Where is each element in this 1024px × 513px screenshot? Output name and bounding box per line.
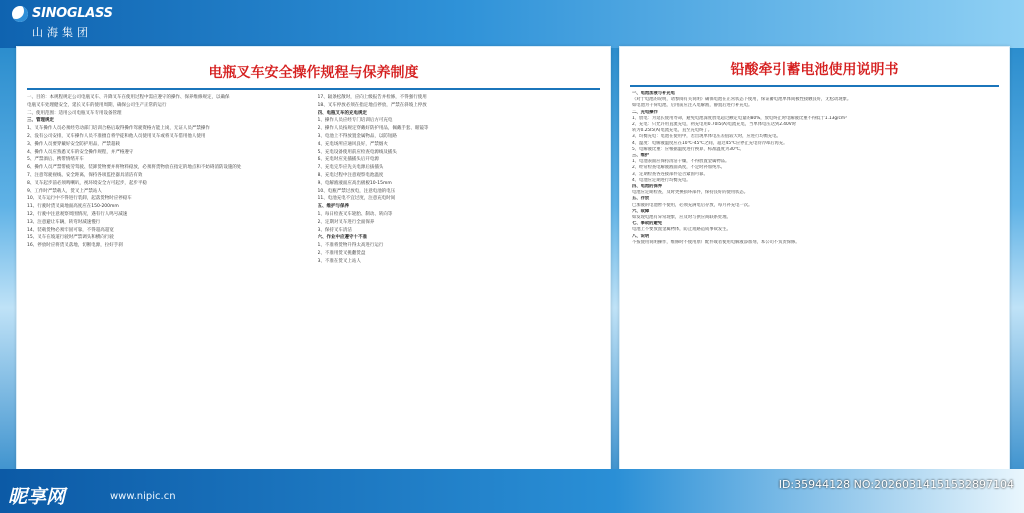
text-line: 10、叉车运行中不得进行装卸，起落货物时应停稳车 [27,196,132,202]
text-line: 2、定期对叉车进行全面保养 [317,219,375,225]
text-line: 3、均衡充电：电池在使用中，若出现单体电压差值较大时，应进行均衡充电。 [632,134,781,140]
left-column-2 [318,94,601,266]
text-line: 4、温度：电解液温度应在10℃-45℃之间，超过45℃应停止充电待冷却后再充。 [632,140,788,146]
text-line: 如电池为干荷电池，启用前应注入电解液，静置后进行补充电。 [632,103,753,109]
text-line: （对于电池的说明，请参阅有关说明）确保电池在正常状态下使用，保证蓄电池单体间极性接触良好，无松动现象。 [632,97,852,103]
section-heading: 八、说明 [632,233,650,239]
text-line: 一、目的：本规程规定公司电瓶叉车、升降叉车在使用过程中需应遵守的操作、保养维修规定，以确保 [27,95,230,100]
text-line: 16、停放时应将货叉落地，切断电源，拉好手刹 [27,243,123,249]
text-line: 2、充电：只允许用直流充电，初充电用0.70I5(A)电流充电，当单体电压达到2.40V时 [632,122,797,128]
section-heading: 四、电瓶叉车的充电规定 [317,110,367,116]
section-heading: 五、维护与保养 [317,204,349,210]
text-line: 二、使用范围：适用公司电瓶叉车专用设备管理 [27,110,122,116]
text-line: 2、没有公司安排，叉车操作人员不准擅自将学徒和他人员使用叉车或将叉车借用他人使用 [27,133,206,139]
text-line: 12、行驶中注意观察周围情况，遇有行人鸣号减速 [27,211,128,217]
section-heading: 四、电池的保养 [632,184,663,190]
text-line: 17、辐条松散时，应向上级报告并检修，不得强行使用 [317,95,427,100]
text-line: 1、电池表面应保持清洁干燥，不得放置金属物品。 [632,159,730,165]
text-line: 2、操作人员按规定穿戴好防护用品，佩戴手套、眼镜等 [317,126,429,132]
text-line: 4、电池应定期进行均衡充电。 [632,177,691,183]
text-line: 不按使用说明操作，维修时不使用原厂配件或者使用电解液添加剂，本公司不负责保修。 [632,239,800,245]
text-line: 转为0.25I5(A)电流充电，直至充电终了。 [632,128,713,134]
battery-manual-panel [619,46,1010,471]
section-heading: 三、管理规定 [27,118,54,124]
text-line: 3、保持叉车清洁 [317,227,352,233]
left-panel-title: 电瓶叉车安全操作规程与保养制度 [208,65,419,81]
section-heading: 五、存放 [632,196,650,202]
watermark-logo: 昵享网 [8,486,66,508]
text-line: 13、注意避让车辆，转弯时减速慢行 [27,219,101,225]
text-line: 10、电瓶严禁过放电，注意电池的电压 [317,188,396,194]
text-line: 2、经常检查电解液液面高度，不足时补加纯水。 [632,165,725,171]
text-line: 1、操作人员应经专门培训后方可充电 [317,118,393,124]
left-column-1 [27,94,310,266]
text-line: 6、充电时应先插插头后开电源 [317,157,379,163]
text-line: 电池应定期检查，及时更换损坏部件，保持良好的使用状态。 [632,190,749,196]
section-heading: 六、作业中应遵守十不准 [317,235,367,241]
right-column [632,91,997,246]
right-panel-title: 铅酸牵引蓄电池使用说明书 [730,62,899,78]
text-line: 5、充电设备使用前应检查电源线及插头 [317,149,397,155]
text-line: 11、行驶时货叉离地面高度应在150-200mm [27,204,119,210]
text-line: 18、叉车停放必须在指定地点停放，严禁在斜坡上停放 [317,102,427,108]
text-line: 4、充电场所应通风良好，严禁烟火 [317,141,388,147]
section-heading: 三、维护 [632,153,650,159]
text-line: 8、充电过程中注意观察电池温度 [317,172,384,178]
text-line: 1、叉车操作人员必须经劳动部门培训合格后取得操作驾驶资格方能上岗，无证人员严禁操作 [27,126,210,132]
forklift-safety-panel [16,46,611,471]
text-line: 7、注意驾驶视线、安全距离，保持各项监控器具清洁有效 [27,172,143,178]
text-line: 1、每日检查叉车轮胎、制动、转向等 [317,211,393,217]
logo-english: SINOGLASS [32,6,113,21]
text-line: 如发现电池有异常现象，应及时与供应商联系处理。 [632,215,731,221]
text-line: 5、电解液比重：应根据温度进行换算，标准温度为30℃。 [632,146,744,152]
text-line: 3、定期检查各连接部件是否紧固可靠。 [632,171,708,177]
text-line: 9、电解液液面应高出极板10-15mm [317,180,392,186]
section-heading: 一、电池加液与补充电 [632,91,675,96]
text-line: 14、装载货物必须牢固可靠，不得超高超宽 [27,227,114,233]
text-line: 2、不准用货叉挑翻货盘 [317,250,366,256]
section-heading: 二、充电操作 [632,109,658,115]
text-line: 11、电池充电不宜过度，注意充电时间 [317,196,396,202]
title-divider [630,85,999,87]
text-line: 已加液的电池暂不使用，必须充满电后存放，每月补充电一次。 [632,202,753,208]
top-band [0,0,1024,48]
text-line: 电池上不要放置金属物体，防止短路造成事故发生。 [632,227,731,233]
logo-chinese: 山海集团 [32,26,92,39]
text-line: 5、严禁酒后、携带情绪开车 [27,157,84,163]
text-line: 15、叉车在坡道行驶时严禁调头和横向行驶 [27,235,114,241]
watermark-url: www.nipic.cn [110,491,176,502]
text-line: 3、操作人员要穿戴好安全防护用品，严禁超载 [27,141,120,147]
text-line: 电瓶叉车处理健安全，延长叉车的使用周期，确保公司生产正常的运行 [27,102,167,108]
text-line: 4、操作人员应熟悉叉车的安全操作规程，并严格遵守 [27,149,134,155]
text-line: 9、工作时严禁载人，货叉上严禁站人 [27,188,102,194]
text-line: 3、电池上不得放置金属物品，以防短路 [317,133,397,139]
text-line: 6、操作人员严禁带疲劳驾驶、装卸货物要并将物料稳放，必须将货物放在指定的地点和不妨碍消防设施的处 [27,165,242,171]
text-line: 3、不准在货叉上站人 [317,258,361,264]
image-id-stamp: ID:35944128 NO:20260314151532897104 [778,478,1014,491]
text-line: 7、充电完毕应先关电源后拔插头 [317,165,384,171]
text-line: 1、不准将货物升得太高进行运行 [317,243,384,249]
section-heading: 七、事故的避免 [632,221,663,227]
text-line: 1、放电：为延长使用寿命，避免电池深度放电超过额定电量的80%，放电终止时电解液比重不得低于1.13g/cm³ [632,115,847,121]
title-divider [27,88,600,90]
section-heading: 六、故障 [632,208,650,214]
logo-mark-icon [12,6,28,22]
text-line: 8、叉车起步前必须鸣喇叭，视环境安全方可起步，起步平稳 [27,180,147,186]
